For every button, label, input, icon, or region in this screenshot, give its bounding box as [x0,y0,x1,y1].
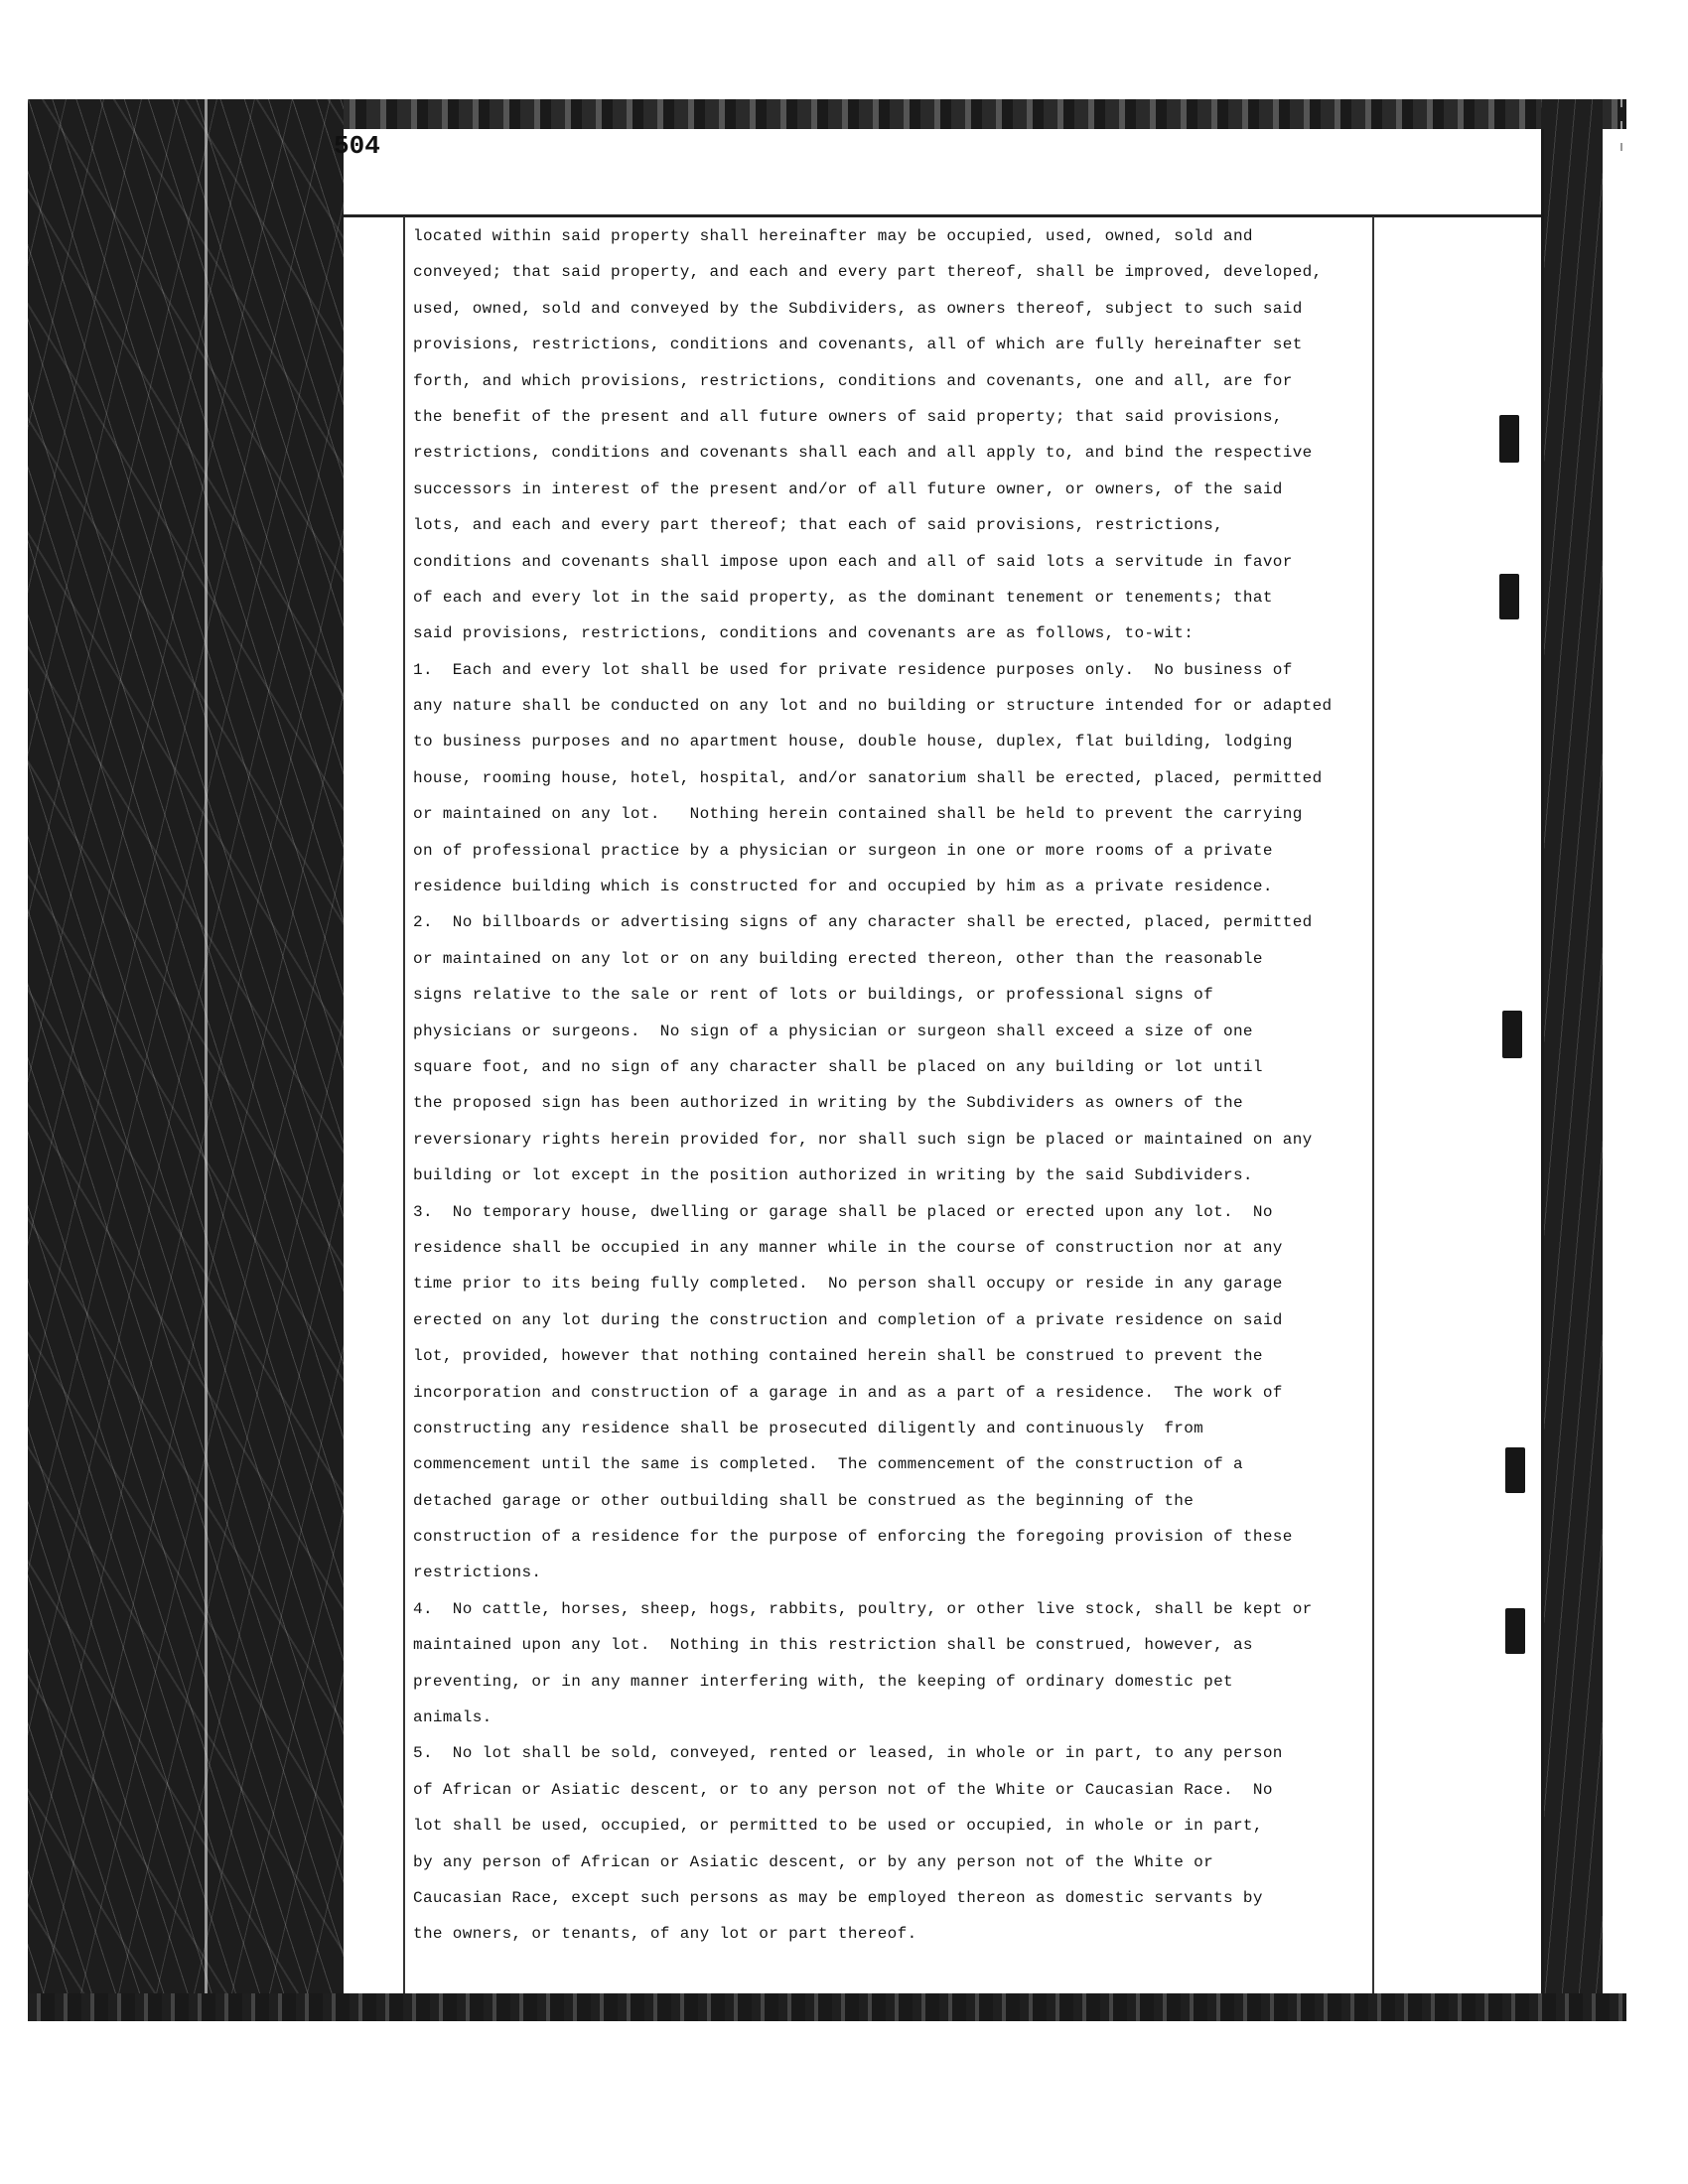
scan-scratch-line [205,99,208,2020]
scan-shadow-left [28,99,344,2020]
text-line: square foot, and no sign of any character shall be placed on any building or lot until [413,1057,1263,1076]
text-line: erected on any lot during the construction and completion of a private residence on said [413,1310,1283,1329]
binder-tab-mark [1499,415,1519,463]
edge-tick [1620,99,1622,107]
text-line: the proposed sign has been authorized in writing by the Subdividers as owners of the [413,1094,1243,1113]
document-page [334,129,1544,1993]
binder-tab-mark [1502,1011,1522,1058]
text-line: conveyed; that said property, and each and every part thereof, shall be improved, developed, [413,263,1323,282]
text-line: lot shall be used, occupied, or permitted to be used or occupied, in whole or in part, [413,1817,1263,1836]
text-line: residence shall be occupied in any manner while in the course of construction nor at any [413,1238,1283,1257]
text-line: 5. No lot shall be sold, conveyed, rented or leased, in whole or in part, to any person [413,1744,1283,1763]
text-line: by any person of African or Asiatic descent, or by any person not of the White or [413,1852,1214,1871]
scan-shadow-right [1541,99,1603,1995]
text-line: constructing any residence shall be prosecuted diligently and continuously from [413,1419,1204,1437]
text-line: maintained upon any lot. Nothing in this restriction shall be construed, however, as [413,1636,1253,1655]
text-line: or maintained on any lot. Nothing herein contained shall be held to prevent the carrying [413,805,1303,824]
text-line: detached garage or other outbuilding shall be construed as the beginning of the [413,1491,1195,1510]
scan-shadow-bottom [28,1993,1626,2021]
text-line: used, owned, sold and conveyed by the Subdividers, as owners thereof, subject to such said [413,299,1303,318]
body-text [403,218,1406,1953]
text-line: 2. No billboards or advertising signs of any character shall be erected, placed, permitted [413,913,1313,932]
binder-tab-mark [1499,574,1519,619]
text-line: lots, and each and every part thereof; that each of said provisions, restrictions, [413,516,1224,535]
text-line: residence building which is constructed for and occupied by him as a private residence. [413,878,1273,896]
binder-tab-mark [1505,1608,1525,1654]
text-line: restrictions. [413,1564,542,1582]
text-line: time prior to its being fully completed. No person shall occupy or reside in any garage [413,1275,1283,1294]
text-line: lot, provided, however that nothing contained herein shall be construed to prevent the [413,1347,1263,1366]
text-line: on of professional practice by a physician or surgeon in one or more rooms of a private [413,841,1273,860]
text-line: of African or Asiatic descent, or to any person not of the White or Caucasian Race. No [413,1780,1273,1799]
text-line: construction of a residence for the purpose of enforcing the foregoing provision of these [413,1528,1293,1547]
text-line: commencement until the same is completed. The commencement of the construction of a [413,1455,1243,1474]
text-line: house, rooming house, hotel, hospital, and/or sanatorium shall be erected, placed, permitted [413,768,1323,787]
text-line: 1. Each and every lot shall be used for private residence purposes only. No business of [413,660,1293,679]
text-line: successors in interest of the present and/or of all future owner, or owners, of the said [413,479,1283,498]
page-number: 504 [334,131,380,161]
text-line: conditions and covenants shall impose upon each and all of said lots a servitude in favor [413,552,1293,571]
binder-tab-mark [1505,1447,1525,1493]
text-line: 4. No cattle, horses, sheep, hogs, rabbits, poultry, or other live stock, shall be kept or [413,1599,1313,1618]
text-line: physicians or surgeons. No sign of a physician or surgeon shall exceed a size of one [413,1022,1253,1040]
text-line: restrictions, conditions and covenants shall each and all apply to, and bind the respective [413,444,1313,463]
text-line: any nature shall be conducted on any lot and no building or structure intended for or adapted [413,697,1333,716]
text-line: the benefit of the present and all future owners of said property; that said provisions, [413,407,1283,426]
text-line: incorporation and construction of a garage in and as a part of a residence. The work of [413,1383,1283,1402]
edge-tick [1620,143,1622,151]
text-line: animals. [413,1708,492,1727]
text-line: signs relative to the sale or rent of lots or buildings, or professional signs of [413,986,1214,1005]
text-line: or maintained on any lot or on any building erected thereon, other than the reasonable [413,949,1263,968]
text-line: provisions, restrictions, conditions and covenants, all of which are fully hereinafter set [413,336,1303,354]
edge-tick [1620,121,1622,129]
text-line: located within said property shall hereinafter may be occupied, used, owned, sold and [413,227,1253,245]
text-line: to business purposes and no apartment house, double house, duplex, flat building, lodging [413,733,1293,751]
text-line: forth, and which provisions, restrictions, conditions and covenants, one and all, are for [413,371,1293,390]
text-line: Caucasian Race, except such persons as may be employed thereon as domestic servants by [413,1888,1263,1907]
page-header [334,129,1541,217]
text-line: of each and every lot in the said property, as the dominant tenement or tenements; that [413,588,1273,607]
text-line: reversionary rights herein provided for, nor shall such sign be placed or maintained on any [413,1130,1313,1149]
text-line: preventing, or in any manner interfering with, the keeping of ordinary domestic pet [413,1672,1233,1691]
text-line: 3. No temporary house, dwelling or garage shall be placed or erected upon any lot. No [413,1202,1273,1221]
text-line: building or lot except in the position authorized in writing by the said Subdividers. [413,1166,1253,1185]
text-line: said provisions, restrictions, conditions and covenants are as follows, to-wit: [413,624,1195,643]
text-line: the owners, or tenants, of any lot or part thereof. [413,1925,917,1944]
